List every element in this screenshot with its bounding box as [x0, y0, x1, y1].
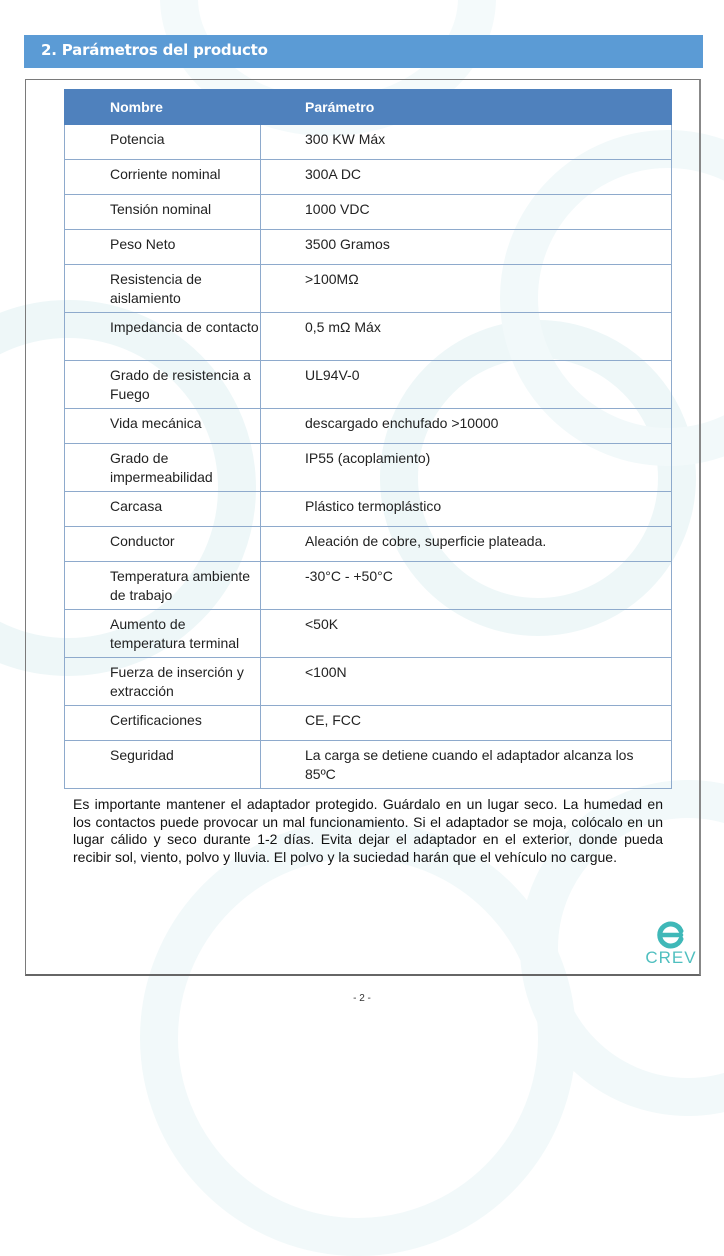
- row-value: La carga se detiene cuando el adaptador alcanza los 85ºC: [261, 741, 672, 789]
- row-name: Impedancia de contacto: [65, 313, 261, 361]
- logo-text: CREV: [645, 948, 697, 967]
- row-value: -30°C - +50°C: [261, 562, 672, 610]
- row-value: <100N: [261, 658, 672, 706]
- table-row: [65, 160, 672, 195]
- page-number: - 2 -: [353, 993, 371, 1004]
- table-row: [65, 658, 672, 706]
- table-row: [65, 444, 672, 492]
- row-value: 300 KW Máx: [261, 125, 672, 160]
- table-row: [65, 562, 672, 610]
- row-value: CE, FCC: [261, 706, 672, 741]
- table-row: [65, 361, 672, 409]
- row-name: Aumento de temperatura terminal: [65, 610, 261, 658]
- row-value: >100MΩ: [261, 265, 672, 313]
- row-value: 0,5 mΩ Máx: [261, 313, 672, 361]
- row-name: Grado de resistencia a Fuego: [65, 361, 261, 409]
- row-name: Certificaciones: [65, 706, 261, 741]
- row-name: Seguridad: [65, 741, 261, 789]
- row-name: Conductor: [65, 527, 261, 562]
- row-name: Corriente nominal: [65, 160, 261, 195]
- row-value: IP55 (acoplamiento): [261, 444, 672, 492]
- row-name: Grado de impermeabilidad: [65, 444, 261, 492]
- care-note-paragraph: Es importante mantener el adaptador protegido. Guárdalo en un lugar seco. La humedad en los contactos puede provocar un mal funcionamiento. Si el adaptador se moja, colócalo en un lugar cálido y seco durante 1-2 días. Evita dejar el adaptador en el exterior, donde pueda recibir sol, viento, polvo y lluvia. El polvo y la suciedad harán que el vehículo no cargue.: [73, 796, 663, 865]
- table-row: [65, 741, 672, 789]
- row-value: <50K: [261, 610, 672, 658]
- row-name: Temperatura ambiente de trabajo: [65, 562, 261, 610]
- table-row: [65, 492, 672, 527]
- crev-e-logo-icon: [656, 920, 686, 950]
- section-title: 2. Parámetros del producto: [41, 41, 268, 59]
- table-row: [65, 313, 672, 361]
- row-value: Plástico termoplástico: [261, 492, 672, 527]
- row-name: Vida mecánica: [65, 409, 261, 444]
- section-header: [24, 35, 703, 68]
- row-name: Tensión nominal: [65, 195, 261, 230]
- row-value: 3500 Gramos: [261, 230, 672, 265]
- row-name: Potencia: [65, 125, 261, 160]
- column-header-name: Nombre: [65, 90, 261, 125]
- table-header-row: [65, 90, 672, 125]
- table-row: [65, 230, 672, 265]
- row-name: Resistencia de aislamiento: [65, 265, 261, 313]
- column-header-parameter: Parámetro: [261, 90, 672, 125]
- row-value: Aleación de cobre, superficie plateada.: [261, 527, 672, 562]
- row-value: 1000 VDC: [261, 195, 672, 230]
- table-row: [65, 527, 672, 562]
- row-name: Fuerza de inserción y extracción: [65, 658, 261, 706]
- table-row: [65, 265, 672, 313]
- row-value: UL94V-0: [261, 361, 672, 409]
- crev-logo: [640, 920, 702, 968]
- table-row: [65, 706, 672, 741]
- table-row: [65, 125, 672, 160]
- row-name: Carcasa: [65, 492, 261, 527]
- table-row: [65, 610, 672, 658]
- row-name: Peso Neto: [65, 230, 261, 265]
- table-row: [65, 409, 672, 444]
- row-value: 300A DC: [261, 160, 672, 195]
- table-row: [65, 195, 672, 230]
- row-value: descargado enchufado >10000: [261, 409, 672, 444]
- parameters-table: [64, 89, 672, 789]
